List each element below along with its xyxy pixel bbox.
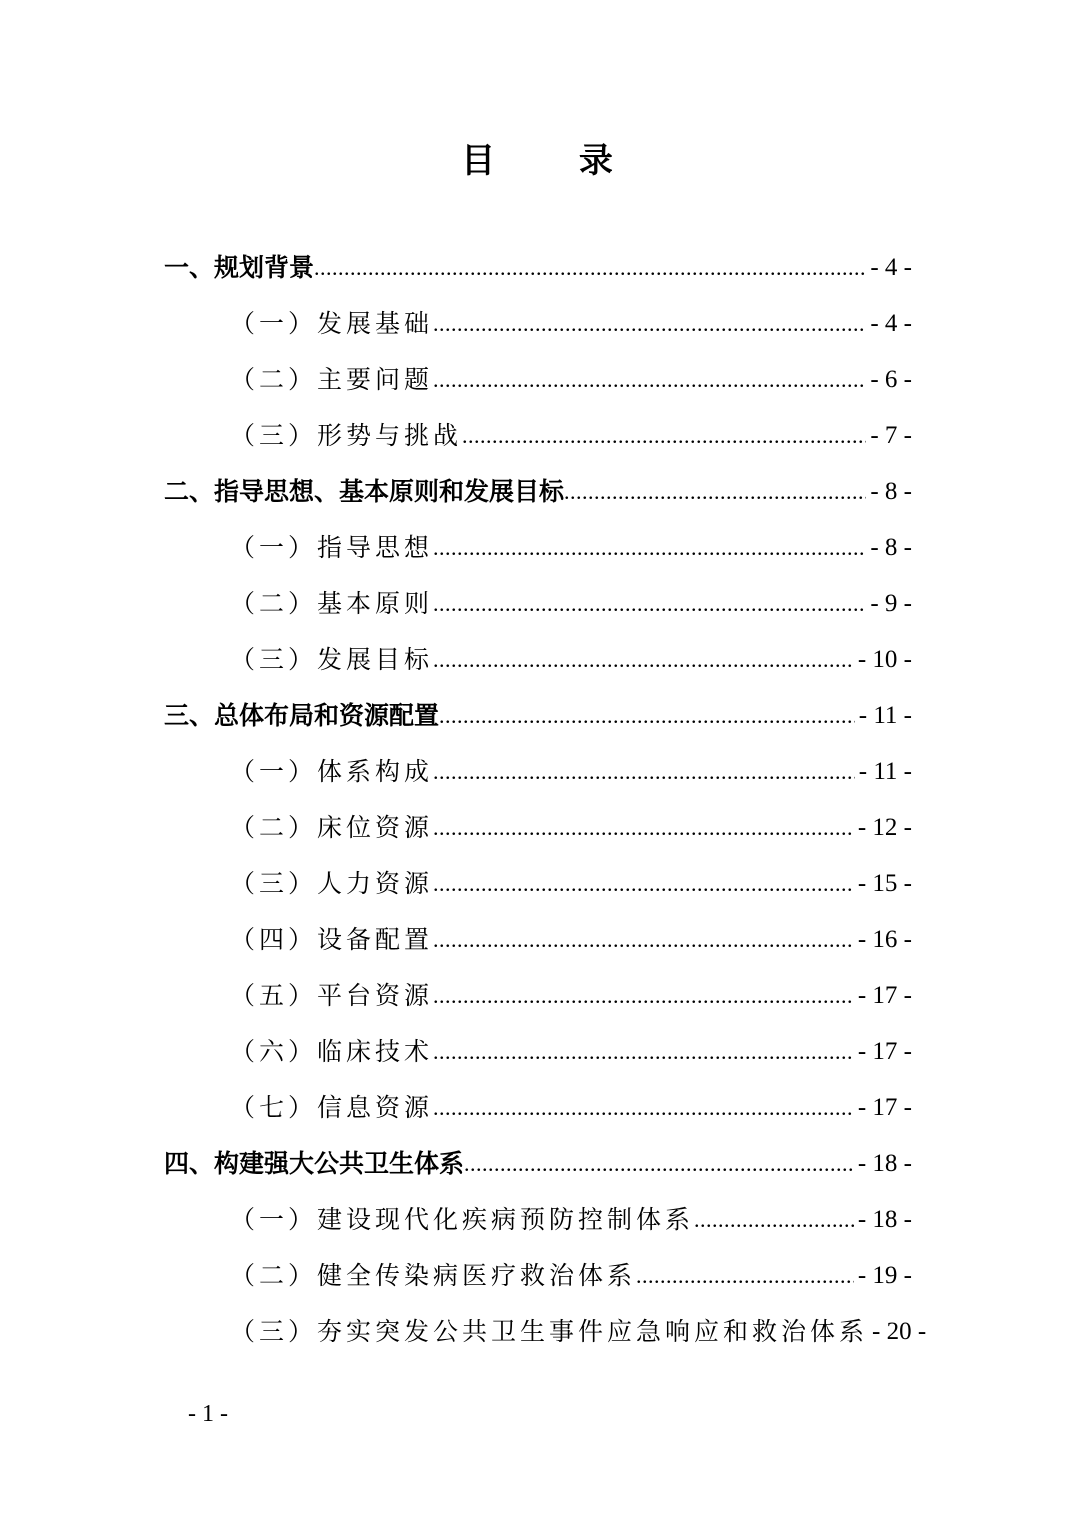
toc-entry-3[interactable] — [164, 696, 912, 736]
toc-entry-text: 三、总体布局和资源配置 — [164, 701, 440, 730]
toc-entry-text: （三）夯实突发公共卫生事件应急响应和救治体系 — [230, 1317, 869, 1346]
toc-entry-text: （三）发展目标 — [230, 645, 434, 674]
toc-entry-text: 二、指导思想、基本原则和发展目标 — [164, 477, 565, 506]
toc-entry-text: （二）床位资源 — [230, 813, 434, 842]
dot-leader — [694, 1200, 854, 1240]
dot-leader — [564, 472, 866, 512]
toc-entry-text: （四）设备配置 — [230, 925, 434, 954]
toc-entry-1[interactable] — [164, 248, 912, 288]
toc-entry-1-1[interactable] — [230, 304, 912, 344]
toc-entry-text: （一）发展基础 — [230, 309, 434, 338]
dot-leader — [439, 696, 855, 736]
toc-page-ref: - 20 - — [872, 1318, 927, 1345]
toc-entry-text: （七）信息资源 — [230, 1093, 434, 1122]
toc-entry-4-2[interactable] — [230, 1256, 912, 1296]
toc-entry-1-3[interactable] — [230, 416, 912, 456]
dot-leader — [433, 808, 854, 848]
dot-leader — [433, 360, 866, 400]
dot-leader — [433, 584, 866, 624]
toc-page-ref: - 16 - — [857, 926, 912, 953]
toc-page-ref: - 17 - — [857, 1038, 912, 1065]
toc-page-ref: - 17 - — [857, 1094, 912, 1121]
toc-entry-text: （二）健全传染病医疗救治体系 — [230, 1261, 637, 1290]
toc-page-ref: - 8 - — [870, 478, 912, 505]
toc-entry-3-1[interactable] — [230, 752, 912, 792]
toc-page-ref: - 18 - — [857, 1150, 912, 1177]
toc-page-ref: - 6 - — [870, 366, 912, 393]
toc-entry-text: （五）平台资源 — [230, 981, 434, 1010]
dot-leader — [433, 1032, 854, 1072]
toc-entry-1-2[interactable] — [230, 360, 912, 400]
toc-entry-4-1[interactable] — [230, 1200, 912, 1240]
toc-entry-4-3[interactable] — [230, 1312, 927, 1352]
toc-entry-text: （三）形势与挑战 — [230, 421, 463, 450]
toc-entry-4[interactable] — [164, 1144, 912, 1184]
dot-leader — [636, 1256, 854, 1296]
toc-page-ref: - 9 - — [870, 590, 912, 617]
dot-leader — [433, 752, 855, 792]
dot-leader — [314, 248, 866, 288]
toc-page-ref: - 8 - — [870, 534, 912, 561]
dot-leader — [433, 528, 866, 568]
toc-page-ref: - 11 - — [858, 702, 912, 729]
dot-leader — [433, 1088, 854, 1128]
toc-entry-3-2[interactable] — [230, 808, 912, 848]
toc-page-ref: - 12 - — [857, 814, 912, 841]
dot-leader — [433, 920, 854, 960]
toc-page-ref: - 17 - — [857, 982, 912, 1009]
toc-page-ref: - 18 - — [857, 1206, 912, 1233]
toc-page-ref: - 15 - — [857, 870, 912, 897]
toc-page-ref: - 11 - — [858, 758, 912, 785]
toc-entry-text: （二）主要问题 — [230, 365, 434, 394]
dot-leader — [433, 976, 854, 1016]
dot-leader — [433, 864, 854, 904]
dot-leader — [462, 416, 866, 456]
page-title: 目 录 — [461, 141, 649, 181]
toc-entry-3-5[interactable] — [230, 976, 912, 1016]
dot-leader — [464, 1144, 854, 1184]
toc-entry-text: （二）基本原则 — [230, 589, 434, 618]
toc-entry-2-1[interactable] — [230, 528, 912, 568]
footer-page-number: - 1 - — [188, 1401, 228, 1427]
toc-entry-2-3[interactable] — [230, 640, 912, 680]
dot-leader — [433, 304, 866, 344]
toc-entry-text: 一、规划背景 — [164, 253, 315, 282]
toc-entry-text: 四、构建强大公共卫生体系 — [164, 1149, 465, 1178]
toc-page-ref: - 19 - — [857, 1262, 912, 1289]
toc-entry-2-2[interactable] — [230, 584, 912, 624]
toc-entry-text: （一）体系构成 — [230, 757, 434, 786]
toc-page-ref: - 4 - — [870, 254, 912, 281]
toc-entry-text: （三）人力资源 — [230, 869, 434, 898]
toc-page-ref: - 7 - — [870, 422, 912, 449]
toc-page-ref: - 10 - — [857, 646, 912, 673]
toc-page-ref: - 4 - — [870, 310, 912, 337]
toc-entry-text: （一）建设现代化疾病预防控制体系 — [230, 1205, 695, 1234]
toc-entry-2[interactable] — [164, 472, 912, 512]
toc-entry-3-3[interactable] — [230, 864, 912, 904]
toc-entry-3-4[interactable] — [230, 920, 912, 960]
dot-leader — [433, 640, 854, 680]
toc-entry-text: （六）临床技术 — [230, 1037, 434, 1066]
toc-entry-3-7[interactable] — [230, 1088, 912, 1128]
toc-entry-text: （一）指导思想 — [230, 533, 434, 562]
toc-entry-3-6[interactable] — [230, 1032, 912, 1072]
